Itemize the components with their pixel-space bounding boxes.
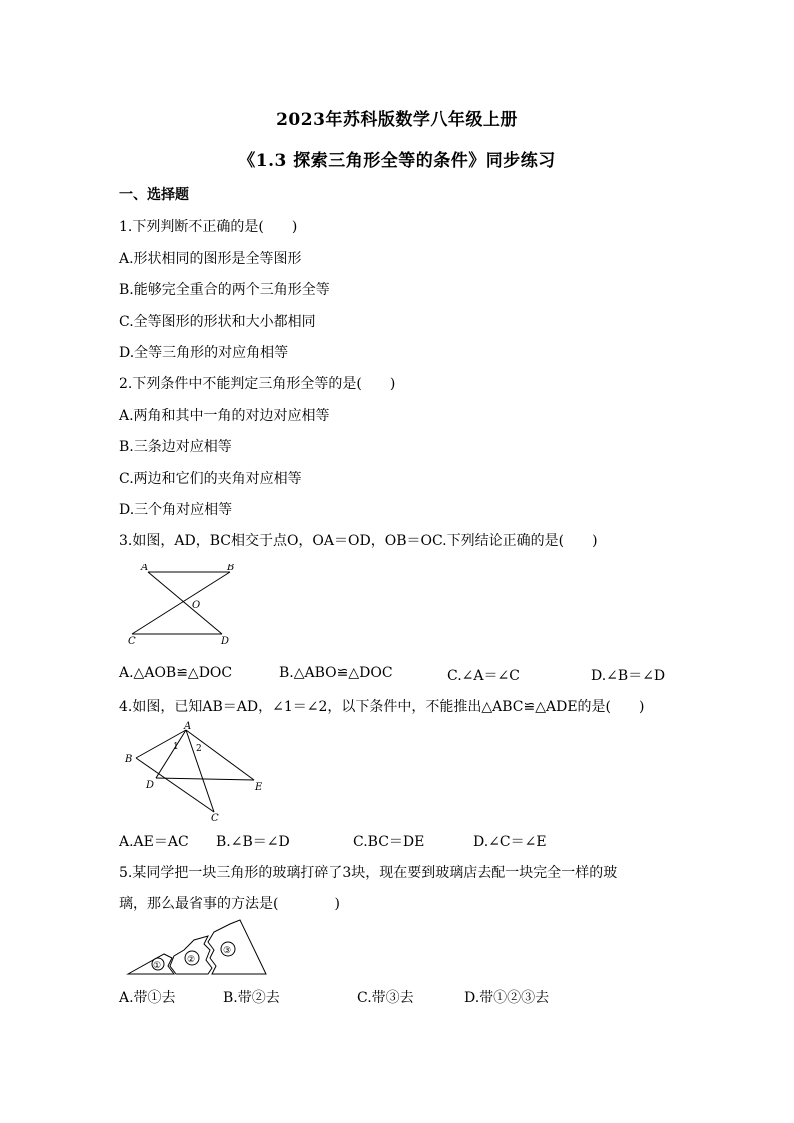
document-subtitle: 《1.3 探索三角形全等的条件》同步练习 bbox=[238, 151, 556, 171]
question-4-stem: 4.如图，已知AB＝AD，∠1＝∠2，以下条件中，不能推出△ABC≌△ADE的是( ) bbox=[119, 699, 645, 715]
label-d: D bbox=[221, 636, 230, 647]
label-b: B bbox=[227, 564, 235, 573]
question-3-option-d: D.∠B＝∠D bbox=[591, 668, 666, 684]
label-o: O bbox=[192, 600, 201, 611]
question-5-stem-line-1: 5.某同学把一块三角形的玻璃打碎了3块，现在要到玻璃店去配一块完全一样的玻 bbox=[119, 865, 618, 881]
question-2-stem: 2.下列条件中不能判定三角形全等的是( ) bbox=[119, 376, 396, 392]
question-2-option-d: D.三个角对应相等 bbox=[119, 502, 233, 518]
question-3-option-a: A.△AOB≌△DOC bbox=[119, 665, 233, 681]
segment-ad bbox=[148, 572, 222, 634]
piece-label-1: ① bbox=[153, 961, 162, 971]
question-2-option-a: A.两角和其中一角的对边对应相等 bbox=[119, 408, 330, 424]
question-1-stem: 1.下列判断不正确的是( ) bbox=[119, 219, 298, 235]
question-4-option-d: D.∠C＝∠E bbox=[473, 834, 547, 850]
question-5-figure bbox=[124, 916, 272, 980]
question-3-stem: 3.如图，AD，BC相交于点O，OA＝OD，OB＝OC.下列结论正确的是( ) bbox=[119, 533, 598, 549]
question-5-option-c: C.带③去 bbox=[357, 990, 414, 1006]
question-5-option-a: A.带①去 bbox=[119, 990, 176, 1006]
document-title: 2023年苏科版数学八年级上册 bbox=[276, 110, 518, 130]
segment-ac bbox=[186, 730, 214, 812]
question-5-option-b: B.带②去 bbox=[223, 990, 280, 1006]
label-a: A bbox=[184, 721, 192, 732]
segment-bc bbox=[132, 572, 230, 634]
label-c: C bbox=[211, 813, 219, 824]
question-2-option-b: B.三条边对应相等 bbox=[119, 439, 232, 455]
label-c: C bbox=[128, 636, 136, 647]
label-b: B bbox=[125, 754, 133, 765]
segment-ad bbox=[156, 730, 186, 778]
question-3-figure bbox=[124, 564, 244, 648]
question-4-option-b: B.∠B＝∠D bbox=[216, 834, 290, 850]
question-4-figure bbox=[122, 720, 272, 824]
piece-label-2: ② bbox=[187, 955, 196, 965]
question-4-option-a: A.AE＝AC bbox=[119, 834, 189, 850]
question-2-option-c: C.两边和它们的夹角对应相等 bbox=[119, 471, 302, 487]
label-a: A bbox=[141, 564, 149, 573]
glass-piece-3 bbox=[208, 920, 266, 974]
question-1-option-a: A.形状相同的图形是全等图形 bbox=[119, 251, 302, 267]
question-5-option-d: D.带①②③去 bbox=[464, 990, 550, 1006]
question-3-option-b: B.△ABO≌△DOC bbox=[279, 665, 393, 681]
piece-label-3: ③ bbox=[223, 946, 232, 956]
segment-ae bbox=[186, 730, 254, 780]
section-heading: 一、选择题 bbox=[119, 187, 189, 203]
label-e: E bbox=[255, 782, 263, 793]
glass-piece-1 bbox=[128, 954, 174, 974]
question-3-option-c: C.∠A＝∠C bbox=[447, 668, 520, 684]
angle-label-1: 1 bbox=[173, 742, 179, 752]
question-1-option-c: C.全等图形的形状和大小都相同 bbox=[119, 314, 316, 330]
angle-label-2: 2 bbox=[196, 744, 202, 754]
question-1-option-b: B.能够完全重合的两个三角形全等 bbox=[119, 282, 330, 298]
segment-de bbox=[156, 778, 254, 780]
label-d: D bbox=[146, 780, 155, 791]
question-1-option-d: D.全等三角形的对应角相等 bbox=[119, 345, 289, 361]
question-4-option-c: C.BC＝DE bbox=[353, 834, 425, 850]
question-5-stem-line-2: 璃，那么最省事的方法是( ) bbox=[119, 896, 340, 912]
